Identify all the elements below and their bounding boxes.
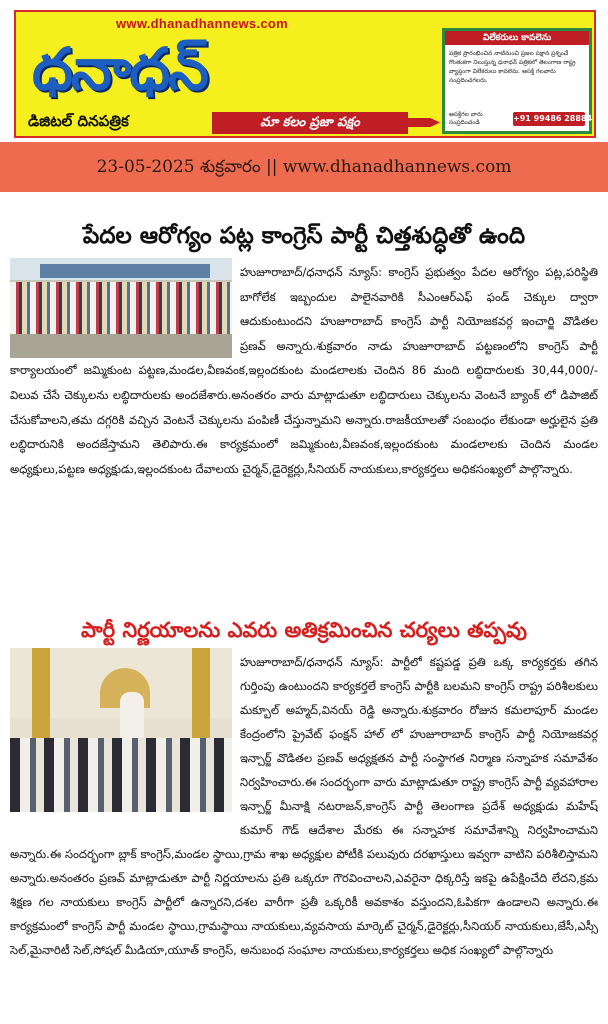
- masthead: [14, 10, 596, 138]
- masthead-tagline: డిజిటల్ దినపత్రిక: [28, 112, 129, 130]
- masthead-url[interactable]: www.dhanadhannews.com: [116, 16, 288, 31]
- ad-body: పత్రిక ప్రారంభించిన నాటినుంచి ప్రజల పక్షాన ప్రశ్నించే గొంతుకగా నిలుస్తున్న ధనాధన్ పత్రికలో తెలంగాణ రాష్ట్ర వ్యాప్తంగా విలేకరులు కావలెను. ఆసక్తి గలవారు సంప్రదించగలరు.: [449, 50, 576, 84]
- recruitment-ad: [442, 28, 592, 134]
- pen-nib-icon: [408, 118, 440, 127]
- ad-title: విలేకరులు కావలెను: [445, 31, 589, 45]
- newspaper-logo: ధనాధన్: [32, 35, 207, 103]
- article1-headline: పేదల ఆరోగ్యం పట్ల కాంగ్రెస్ పార్టీ చిత్తశుద్ధితో ఉంది: [82, 223, 526, 249]
- article2-body: హుజూరాబాద్/ధనాధన్ న్యూస్: పార్టీలో కష్టపడ్డ ప్రతి ఒక్క కార్యకర్తకు తగిన గుర్తింపు ఉంటుందని కార్యకర్తలే కాంగ్రెస్ పార్టీకి బలమని కాంగ్రెస్ రాష్ట్ర పరిశీలకులు మక్బూల్ అహ్మద్,వినయ్ రెడ్డి అన్నారు.శుక్రవారం రోజున కమలాపూర్ మండల కేంద్రంలోని ప్రైవేట్ ఫంక్షన్ హాల్ లో హుజూరాబాద్ కాంగ్రెస్ పార్టీ నియోజకవర్గ ఇన్చార్జ్ వొడితల ప్రణవ్ అధ్యక్షతన పార్టీ సంస్థాగత నిర్మాణ సన్నాహక సమావేశం నిర్వహించారు.ఈ సందర్భంగా వారు మాట్లాడుతూ రాష్ట్ర కాంగ్రెస్ పార్టీ వ్యవహారాల ఇన్చార్జ్ మీనాక్షి నటరాజన్,కాంగ్రెస్ పార్టీ తెలంగాణ ప్రదేశ్ అధ్యక్షుడు మహేష్ కుమార్ గౌడ్ ఆదేశాల మేరకు ఈ సన్నాహక సమావేశాన్ని నిర్వహించామని అన్నారు.ఈ సందర్భంగా బ్లాక్ కాంగ్రెస్,మండల స్థాయి,గ్రామ శాఖ అధ్యక్షుల పోటీకి పలువురు దరఖాస్తులు ఇవ్వగా వాటిని పరిశీలిస్తామని అన్నారు.అనంతరం ప్రణవ్ మాట్లాడుతూ పార్టీ నిర్ణయాలను ప్రతి ఒక్కరూ గౌరవించాలని,ఎవరైనా ధిక్కరిస్తే ఇకపై ఉపేక్షించేది లేదని,క్రమ శిక్షణ గల నాయకులు కాంగ్రెస్ పార్టీలో ఉన్నారని,దశల వారీగా ప్రతీ ఒక్కరికీ అవకాశం వస్తుందని,ఓపికగా ఉండాలని అన్నారు.ఈ కార్యక్రమంలో కాంగ్రెస్ పార్టీ మండల స్థాయి,గ్రామస్థాయి నాయకులు,వ్యవసాయ మార్కెట్ చైర్మన్,డైరెక్టర్లు,సీనియర్ నాయకులు,జేసీ,ఎస్సీ సెల్,మైనారిటీ సెల్,సోషల్ మీడియా,యూత్ కాంగ్రెస్, అనుబంధ సంఘాల నాయకులు,కార్యకర్తలు అధిక సంఖ్యలో పాల్గొన్నారు: [10, 655, 598, 957]
- article2-headline: పార్టీ నిర్ణయాలను ఎవరు అతిక్రమించిన చర్యలు తప్పవు: [81, 618, 527, 642]
- ad-footer: ఆసక్తిగల వారు సంప్రదించండి: [449, 111, 483, 126]
- article1-body: హుజూరాబాద్/ధనాధన్ న్యూస్: కాంగ్రెస్ ప్రభుత్వం పేదల ఆరోగ్యం పట్ల,పరిస్థితి బాగోలేక ఇబ్బందుల పాలైనవారికి సీఎంఆర్ఎఫ్ ఫండ్ చెక్కుల ద్వారా ఆదుకుంటుందని హుజూరాబాద్ కాంగ్రెస్ పార్టీ నియోజకవర్గ ఇంచార్జి వొడితల ప్రణవ్ అన్నారు.శుక్రవారం నాడు హుజూరాబాద్ పట్టణంలోని కాంగ్రెస్ పార్టీ కార్యాలయంలో జమ్మికుంట పట్టణ,మండల,వీణవంక,ఇల్లందకుంట మండలాలకు చెందిన 86 మంది లబ్ధిదారులకు 30,44,000/- విలువ చేసే చెక్కులను లబ్ధిదారులకు అందజేశారు.అనంతరం వారు మాట్లాడుతూ లబ్ధిదారులు చెక్కులను వెంటనే బ్యాంక్ లో డిపాజిట్ చేసుకోవాలని,తమ దగ్గరికి వచ్చిన వెంటనే చెక్కులను పంపిణీ చేస్తున్నామని అన్నారు.రాజకీయాలతో సంబంధం లేకుండా అర్హులైన ప్రతి లబ్ధిదారునికి అందజేస్తామని తెలిపారు.ఈ కార్యక్రమంలో జమ్మికుంట,వీణవంక,ఇల్లందకుంట మండలాలకు చెందిన మండల అధ్యక్షులు,పట్టణ అధ్యక్షుడు,ఇల్లందకుంట దేవాలయ చైర్మన్,డైరెక్టర్లు,సీనియర్ నాయకులు,కార్యకర్తలు అధికసంఖ్యలో పాల్గొన్నారు.: [10, 265, 598, 476]
- article1: [10, 260, 598, 585]
- article2: [10, 650, 598, 1020]
- masthead-slogan: మా కలం ప్రజా పక్షం: [212, 112, 408, 134]
- ad-phone-number[interactable]: +91 99486 28884: [513, 112, 585, 126]
- date-bar: 23-05-2025 శుక్రవారం || www.dhanadhannews.com: [0, 142, 608, 192]
